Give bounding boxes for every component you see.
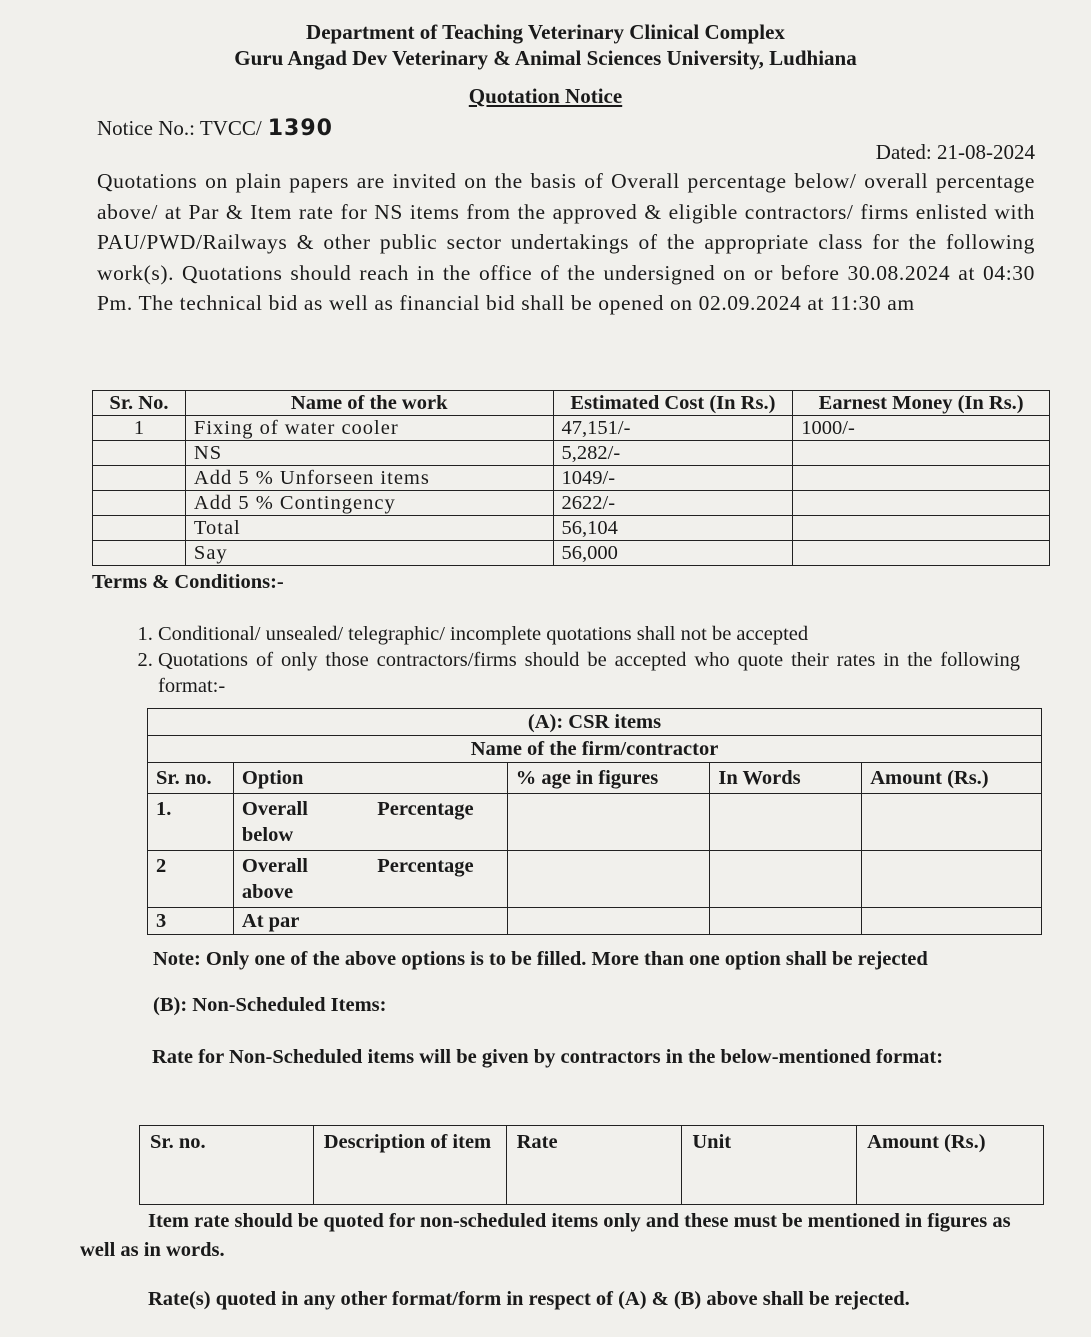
work-table-header-row	[93, 391, 1050, 416]
table-row	[93, 466, 1050, 491]
csr-subtitle-row	[148, 736, 1042, 763]
words-input-cell[interactable]	[710, 908, 862, 935]
non-scheduled-header-row	[140, 1126, 1044, 1205]
csr-title-row	[148, 709, 1042, 736]
csr-header-row	[148, 763, 1042, 794]
non-scheduled-text: Rate for Non-Scheduled items will be given by contractors in the below-mentioned format:	[152, 1046, 944, 1068]
cost-cell: 2622/-	[553, 491, 793, 516]
table-row	[148, 851, 1042, 908]
table-row	[148, 794, 1042, 851]
table-row	[93, 491, 1050, 516]
words-input-cell[interactable]	[710, 794, 862, 851]
emd-cell	[793, 541, 1050, 566]
option-cell: Overall above	[233, 851, 369, 908]
csr-title: (A): CSR items	[148, 709, 1042, 736]
type-cell: Percentage	[369, 794, 507, 851]
work-table	[92, 390, 1050, 566]
header-in-words: In Words	[710, 763, 862, 794]
header-description: Description of item	[313, 1126, 506, 1205]
department-heading: Department of Teaching Veterinary Clinical Complex	[306, 20, 785, 44]
sr-cell	[93, 491, 186, 516]
work-cell: NS	[185, 441, 553, 466]
option-cell: At par	[233, 908, 507, 935]
table-row	[93, 416, 1050, 441]
header-sr-no: Sr. no.	[148, 763, 234, 794]
emd-cell	[793, 441, 1050, 466]
cost-cell: 56,000	[553, 541, 793, 566]
header-rate: Rate	[506, 1126, 682, 1205]
emd-cell: 1000/-	[793, 416, 1050, 441]
csr-subtitle: Name of the firm/contractor	[148, 736, 1042, 763]
amount-input-cell[interactable]	[862, 908, 1042, 935]
sr-cell	[93, 541, 186, 566]
non-scheduled-heading: (B): Non-Scheduled Items:	[153, 994, 387, 1016]
work-cell: Fixing of water cooler	[185, 416, 553, 441]
header-sr-no: Sr. No.	[93, 391, 186, 416]
item-rate-text: Item rate should be quoted for non-scheduled items only and these must be mentioned in figures as well as in words.	[80, 1210, 1011, 1261]
university-heading: Guru Angad Dev Veterinary & Animal Sciences University, Ludhiana	[234, 46, 857, 70]
term-item: 2. Quotations of only those contractors/firms should be accepted who quote their rates in the following format:-	[158, 647, 1020, 699]
handwritten-notice-number: 1390	[267, 116, 333, 141]
work-cell: Total	[185, 516, 553, 541]
sr-cell	[93, 466, 186, 491]
amount-input-cell[interactable]	[862, 794, 1042, 851]
sr-cell: 1	[93, 416, 186, 441]
sr-cell: 2	[148, 851, 234, 908]
csr-items-table	[147, 708, 1042, 935]
sr-cell: 3	[148, 908, 234, 935]
term-item: 1. Conditional/ unsealed/ telegraphic/ incomplete quotations shall not be accepted	[158, 621, 1020, 647]
header-earnest-money: Earnest Money (In Rs.)	[793, 391, 1050, 416]
sr-cell	[93, 516, 186, 541]
non-scheduled-table	[139, 1125, 1044, 1205]
rejection-text: Rate(s) quoted in any other format/form in respect of (A) & (B) above shall be rejected.	[148, 1288, 910, 1310]
percent-input-cell[interactable]	[507, 908, 710, 935]
work-cell: Say	[185, 541, 553, 566]
table-row	[93, 541, 1050, 566]
terms-heading: Terms & Conditions:-	[92, 571, 284, 593]
note-text: Note: Only one of the above options is to be filled. More than one option shall be rejected	[153, 948, 928, 970]
sr-cell: 1.	[148, 794, 234, 851]
header-name-of-work: Name of the work	[185, 391, 553, 416]
cost-cell: 5,282/-	[553, 441, 793, 466]
header-amount: Amount (Rs.)	[857, 1126, 1044, 1205]
cost-cell: 47,151/-	[553, 416, 793, 441]
percent-input-cell[interactable]	[507, 851, 710, 908]
header-estimated-cost: Estimated Cost (In Rs.)	[553, 391, 793, 416]
intro-paragraph: Quotations on plain papers are invited on the basis of Overall percentage below/ overall percentage above/ at Par & Item rate for NS items from the approved & eligible contractors/ firms enlisted with PAU/PWD/Railways & other public sector undertakings of the appropriate class for the following work(s). Quotations should reach in the office of the undersigned on or before 30.08.2024 at 04:30 Pm. The technical bid as well as financial bid shall be opened on 02.09.2024 at 11:30 am	[97, 169, 1035, 315]
notice-date: Dated: 21-08-2024	[875, 140, 1035, 164]
terms-list	[122, 621, 1020, 699]
header-sr-no: Sr. no.	[140, 1126, 314, 1205]
table-row	[148, 908, 1042, 935]
option-cell: Overall below	[233, 794, 369, 851]
cost-cell: 56,104	[553, 516, 793, 541]
header-percent-figures: % age in figures	[507, 763, 710, 794]
work-cell: Add 5 % Contingency	[185, 491, 553, 516]
type-cell: Percentage	[369, 851, 507, 908]
header-option: Option	[233, 763, 507, 794]
percent-input-cell[interactable]	[507, 794, 710, 851]
amount-input-cell[interactable]	[862, 851, 1042, 908]
cost-cell: 1049/-	[553, 466, 793, 491]
emd-cell	[793, 516, 1050, 541]
table-row	[93, 516, 1050, 541]
work-cell: Add 5 % Unforseen items	[185, 466, 553, 491]
words-input-cell[interactable]	[710, 851, 862, 908]
header-amount: Amount (Rs.)	[862, 763, 1042, 794]
document-title: Quotation Notice	[468, 84, 623, 108]
emd-cell	[793, 466, 1050, 491]
header-unit: Unit	[682, 1126, 857, 1205]
sr-cell	[93, 441, 186, 466]
emd-cell	[793, 491, 1050, 516]
notice-number	[97, 116, 333, 141]
notice-number-label: Notice No.: TVCC/	[97, 116, 262, 140]
table-row	[93, 441, 1050, 466]
